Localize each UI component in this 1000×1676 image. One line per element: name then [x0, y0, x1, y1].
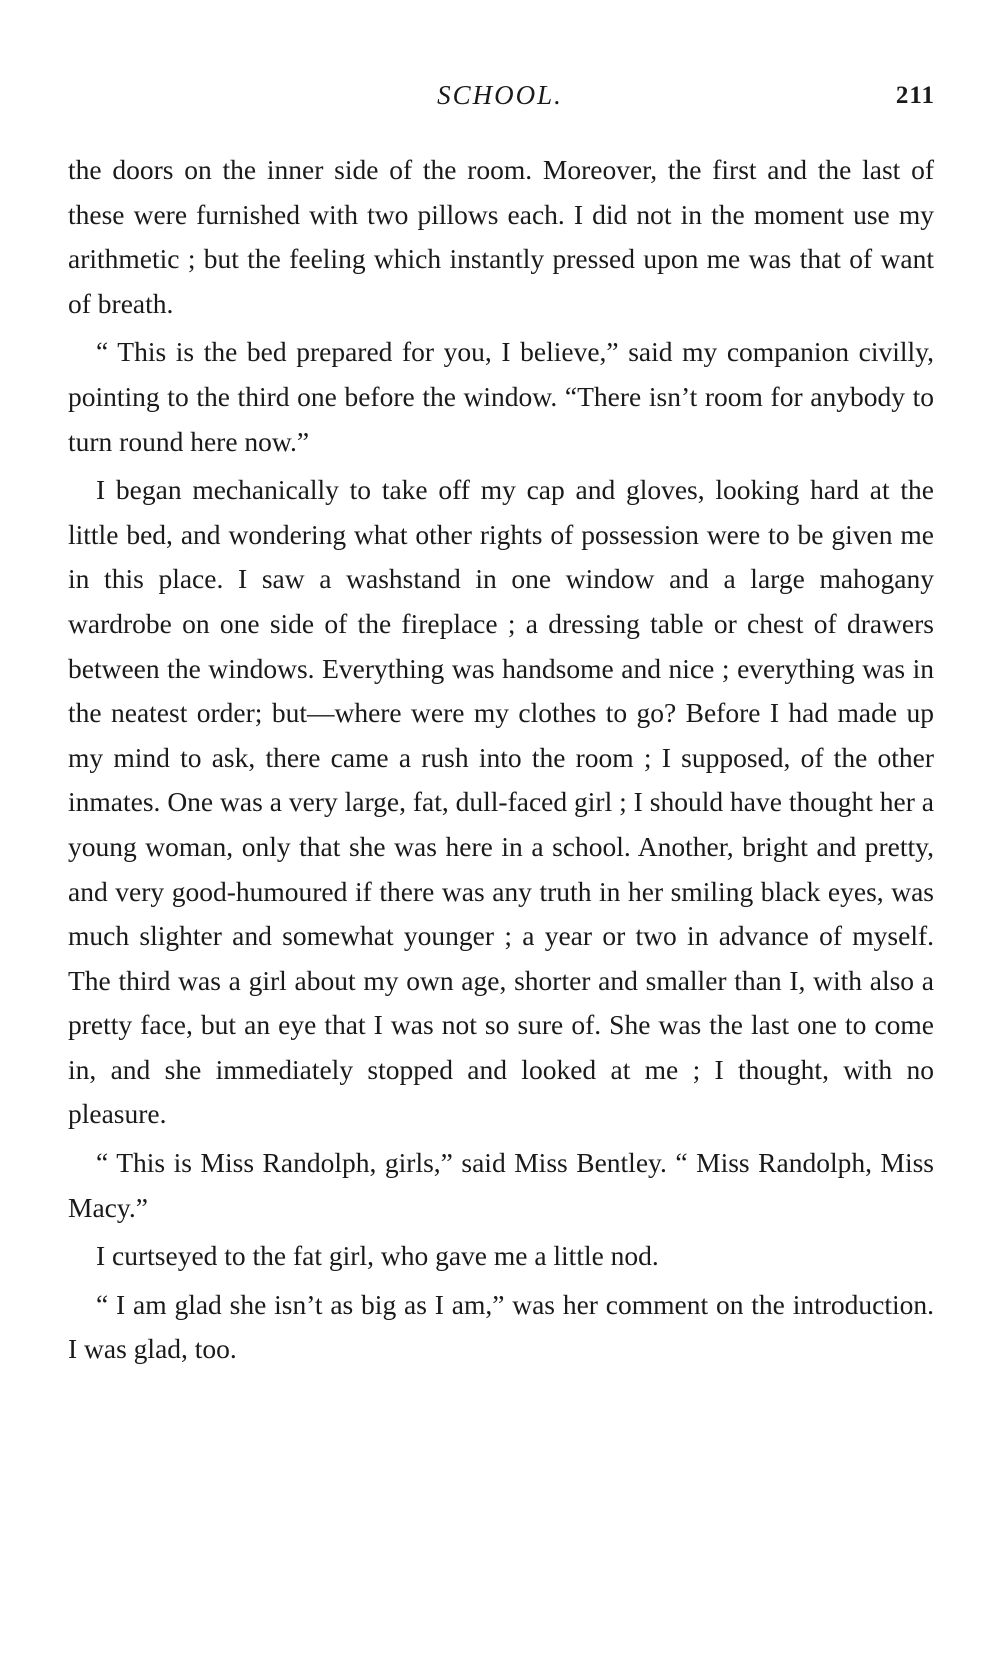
body-text [68, 148, 934, 1372]
paragraph-bed-prepared: “ This is the bed prepared for you, I believe,” said my companion civilly, pointing to the third one before the window. “There isn’t room for anybody to turn round here now.” [68, 336, 934, 457]
paragraph-room-description: I began mechanically to take off my cap and gloves, looking hard at the little bed, and wondering what other rights of possession were to be given me in this place. I saw a washstand in one window and a large mahogany wardrobe on one side of the fireplace ; a dressing table or chest of drawers between the windows. Everything was handsome and nice ; everything was in the neatest order; but—where were my clothes to go? Before I had made up my mind to ask, there came a rush into the room ; I supposed, of the other inmates. One was a very large, fat, dull-faced girl ; I should have thought her a young woman, only that she was here in a school. Another, bright and pretty, and very good-humoured if there was any truth in her smiling black eyes, was much slighter and somewhat younger ; a year or two in advance of myself. The third was a girl about my own age, shorter and smaller than I, with also a pretty face, but an eye that I was not so sure of. She was the last one to come in, and she immediately stopped and looked at me ; I thought, with no pleasure. [68, 474, 934, 1130]
paragraph-comment: “ I am glad she isn’t as big as I am,” was her comment on the introduction. I was glad, too. [68, 1288, 934, 1365]
paragraph-continued: the doors on the inner side of the room. Moreover, the first and the last of these were furnished with two pillows each. I did not in the moment use my arithmetic ; but the feeling which instantly pressed upon me was that of want of breath. [68, 154, 934, 319]
page-number: 211 [895, 82, 935, 109]
running-head [0, 78, 1000, 118]
running-title: SCHOOL. [437, 80, 563, 110]
paragraph-introduction: “ This is Miss Randolph, girls,” said Miss Bentley. “ Miss Randolph, Miss Macy.” [68, 1147, 934, 1223]
paragraph-curtsey: I curtseyed to the fat girl, who gave me a little nod. [96, 1240, 659, 1272]
